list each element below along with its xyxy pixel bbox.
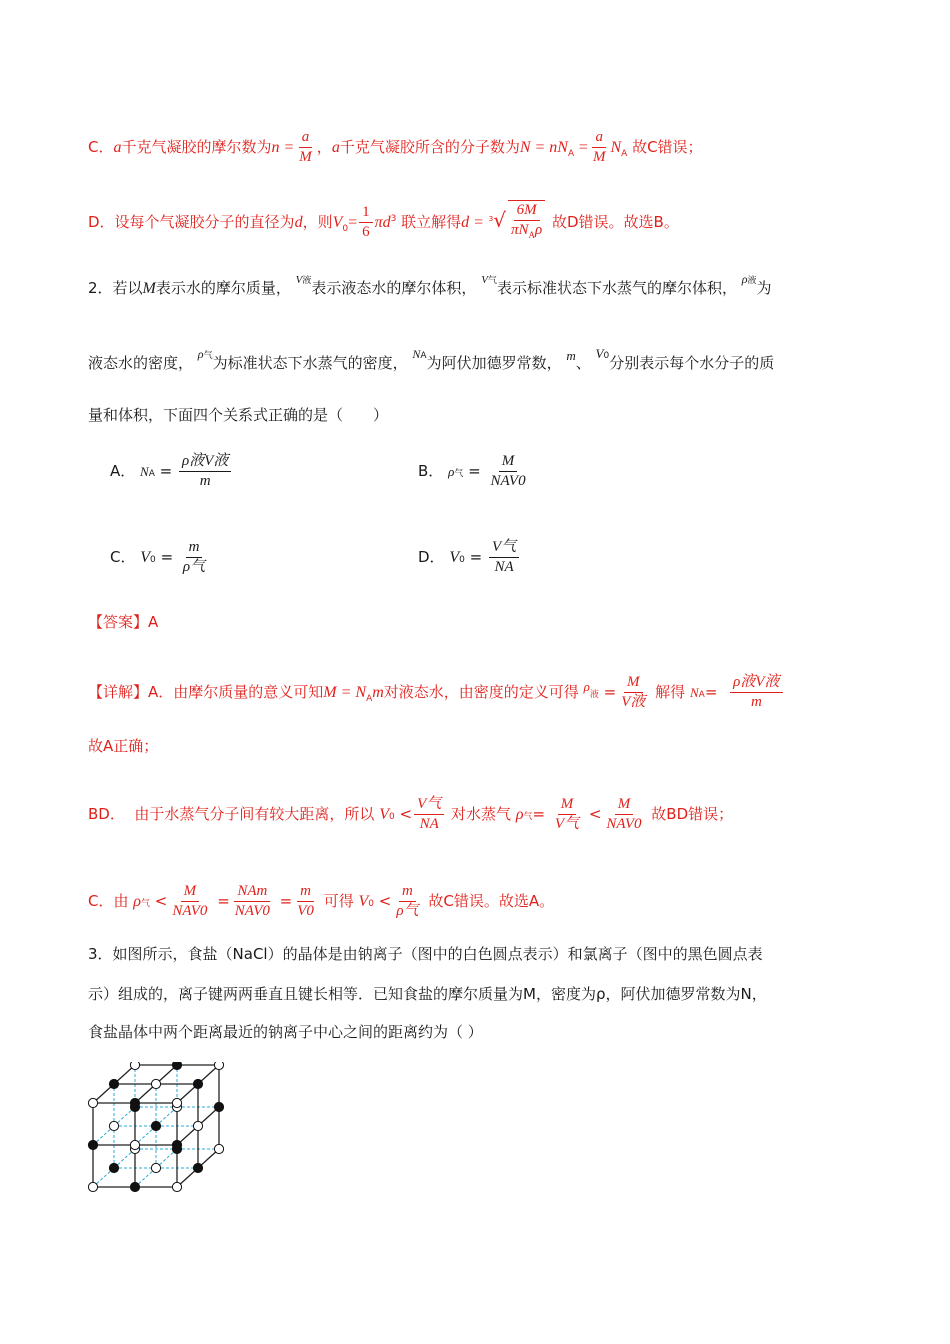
denominator: NAV0 (234, 903, 270, 919)
subscript: 0 (388, 812, 395, 822)
equals: = (704, 683, 718, 701)
NA-symbol (412, 344, 426, 362)
fraction-a-over-m-2 (590, 128, 609, 167)
equals: = (348, 214, 358, 231)
V-qi-symbol (481, 269, 497, 287)
text: 解得 (655, 683, 686, 701)
text: 为阿伏加德罗常数， (426, 354, 562, 372)
text: 故C错误； (632, 138, 703, 156)
q2-number: 2．若以 (88, 279, 143, 297)
subscript: 气 (454, 469, 464, 479)
less-than: < (154, 892, 168, 910)
denominator: ρ气 (182, 559, 206, 575)
rho-ye-symbol (742, 269, 757, 287)
numerator: V气 (414, 795, 444, 815)
less-than: < (378, 892, 392, 910)
text: 为 (756, 279, 772, 297)
denominator: ρ气 (396, 903, 419, 919)
text: 分别表示每个水分子的质 (609, 354, 775, 372)
equals: = (217, 892, 230, 910)
detail-heading: 【详解】A．由摩尔质量的意义可知 (88, 683, 324, 701)
chloride-ion (214, 1102, 223, 1111)
option-label: A． (110, 462, 136, 480)
numerator: ρ液V液 (730, 673, 782, 693)
equals: = (160, 548, 174, 566)
option-d[interactable] (418, 538, 521, 577)
var-V: V (595, 346, 604, 361)
text: 表示水的摩尔质量， (155, 279, 291, 297)
rho: ρ (583, 679, 590, 694)
equals: = (159, 462, 173, 480)
chloride-ion (109, 1079, 118, 1088)
option-c[interactable] (110, 538, 210, 577)
subscript: 气 (203, 351, 213, 361)
sodium-ion (151, 1079, 160, 1088)
detail-a (88, 673, 785, 712)
numerator: NAm (234, 882, 270, 902)
fraction-under-root (508, 200, 545, 245)
chloride-ion (172, 1140, 181, 1149)
rho: ρ (133, 893, 141, 910)
chloride-ion (130, 1098, 139, 1107)
fraction-a-over-m (296, 128, 315, 167)
text: 对液态水，由密度的定义可得 (383, 683, 579, 701)
denominator: NAV0 (606, 816, 642, 832)
chloride-ion (130, 1182, 139, 1191)
subscript: 0 (603, 351, 610, 361)
text: 液态水的密度， (88, 354, 194, 372)
denominator: NAV0 (172, 903, 208, 919)
option-label: D． (418, 548, 445, 566)
sodium-ion (88, 1182, 97, 1191)
fraction (180, 538, 208, 577)
equals: = (468, 462, 481, 480)
text: 3．如图所示，食盐（NaCl）的晶体是由钠离子（图中的白色圆点表示）和氯离子（图中的黑色圆点表 (88, 945, 763, 963)
rho: ρ (197, 347, 204, 361)
denominator: M (592, 149, 606, 165)
eq-M: M = N (323, 684, 367, 701)
subscript: A (420, 351, 427, 361)
q3-line-1 (88, 943, 763, 965)
rho: ρ (515, 806, 524, 823)
option-label: B． (418, 462, 444, 480)
subscript: 0 (368, 899, 374, 909)
subscript: A (148, 469, 155, 479)
denominator: M (299, 149, 312, 165)
fraction (618, 673, 648, 712)
text: 联立解得 (401, 213, 462, 231)
pi-d: πd (374, 214, 391, 231)
sodium-ion (214, 1062, 223, 1070)
option-a[interactable] (110, 452, 233, 491)
var-N: N (689, 685, 699, 700)
sodium-ion (193, 1121, 202, 1130)
denominator: 6 (362, 224, 370, 240)
detail-bd (88, 795, 733, 834)
q2-line-1 (88, 272, 772, 302)
sodium-ion (88, 1098, 97, 1107)
fraction (487, 452, 528, 491)
bd-label: BD． (88, 805, 125, 823)
subscript: 气 (140, 899, 150, 909)
V0-symbol (596, 344, 610, 362)
denominator: NAV0 (490, 473, 526, 489)
superscript-3: 3 (390, 214, 397, 224)
subscript: 液 (747, 276, 757, 286)
subscript: A (698, 690, 705, 700)
text: 由于水蒸气分子间有较大距离，所以 (134, 805, 375, 823)
equals: = (469, 548, 483, 566)
denominator (508, 221, 545, 245)
eq-n: n = (271, 139, 295, 156)
var-N: N (412, 347, 421, 361)
text: ，则 (302, 213, 333, 231)
answer (88, 611, 158, 633)
var-m: m (566, 348, 576, 363)
fraction-one-sixth (359, 203, 373, 242)
text: 对水蒸气 (451, 805, 512, 823)
var-V: V (379, 806, 389, 823)
subscript: 0 (459, 555, 465, 565)
fraction (179, 452, 231, 491)
text: 食盐晶体中两个距离最近的钠离子中心之间的距离约为（ ） (88, 1023, 483, 1041)
text: 表示标准状态下水蒸气的摩尔体积， (496, 279, 737, 297)
q3-line-3 (88, 1021, 483, 1043)
c-label: C． (88, 138, 114, 156)
eq-d: d = (461, 214, 484, 231)
text: 故BD错误； (651, 805, 734, 823)
denominator: V气 (554, 816, 580, 832)
chloride-ion (151, 1121, 160, 1130)
var-a: a (331, 139, 340, 156)
detail-c (88, 882, 554, 921)
chloride-ion (193, 1163, 202, 1172)
c-option-explanation (88, 128, 703, 167)
sodium-ion (172, 1182, 181, 1191)
sodium-ion (130, 1140, 139, 1149)
text: 量和体积，下面四个关系式正确的是（ ） (88, 406, 389, 424)
chloride-ion (109, 1163, 118, 1172)
text: 故A正确； (88, 737, 159, 755)
denominator: m (750, 694, 762, 710)
numerator: ρ液V液 (179, 452, 231, 472)
q2-line-2 (88, 346, 775, 377)
subscript: 液 (589, 690, 599, 700)
c-label: C．由 (88, 892, 129, 910)
fraction (489, 538, 519, 577)
numerator: m (297, 882, 314, 902)
fraction (294, 882, 317, 921)
numerator: V气 (489, 538, 519, 558)
detail-a-conclusion (88, 735, 158, 757)
subscript: 0 (150, 555, 156, 565)
chloride-ion (172, 1062, 181, 1070)
sodium-ion (214, 1144, 223, 1153)
denominator: NA (494, 559, 514, 575)
subscript-A: A (528, 230, 535, 240)
sodium-ion (151, 1163, 160, 1172)
d-option-explanation (88, 200, 679, 245)
denominator: V0 (297, 903, 314, 919)
root-index: 3 (488, 215, 494, 223)
fraction (414, 795, 444, 834)
option-b[interactable] (418, 452, 531, 491)
denominator: m (199, 473, 211, 489)
sodium-ion (130, 1062, 139, 1070)
fraction (232, 882, 273, 921)
nacl-crystal-lattice-figure (80, 1062, 240, 1202)
numerator: M (624, 673, 643, 693)
d-label: D．设每个气凝胶分子的直径为 (88, 213, 295, 231)
q2-line-3 (88, 404, 388, 426)
comma: ， (316, 138, 332, 156)
denominator: NA (419, 816, 439, 832)
q3-line-2 (88, 983, 767, 1005)
pi-N: πN (510, 222, 529, 238)
numerator: 1 (359, 203, 373, 223)
V-ye-symbol (296, 269, 312, 287)
equals: = (578, 139, 588, 156)
rho: ρ (448, 464, 455, 479)
sodium-ion (109, 1121, 118, 1130)
rho: ρ (535, 222, 543, 238)
numerator: M (558, 795, 577, 815)
numerator: M (615, 795, 634, 815)
fraction (730, 673, 782, 712)
denominator: V液 (621, 694, 646, 710)
text: 表示液态水的摩尔体积， (311, 279, 477, 297)
text: 千克气凝胶的摩尔数为 (121, 138, 272, 156)
var-M: M (142, 280, 156, 297)
rho-qi-symbol (198, 344, 213, 362)
fraction (603, 795, 644, 834)
numerator: m (399, 882, 416, 902)
less-than: < (588, 805, 602, 823)
fraction (393, 882, 421, 921)
rho: ρ (741, 272, 748, 286)
sodium-ion (172, 1098, 181, 1107)
option-label: C． (110, 548, 136, 566)
text: 可得 (323, 892, 354, 910)
var-V: V (295, 274, 303, 286)
answer-label: 【答案】A (88, 613, 159, 631)
var-m: m (372, 684, 384, 701)
var-V: V (358, 893, 369, 910)
equals: = (603, 683, 617, 701)
var-a: a (113, 139, 122, 156)
text: 为标准状态下水蒸气的密度， (212, 354, 408, 372)
var-N: N (610, 139, 622, 156)
subscript: 气 (487, 276, 497, 286)
numerator: m (186, 538, 203, 558)
subscript: 液 (302, 276, 312, 286)
chloride-ion (193, 1079, 202, 1088)
subscript-A: A (567, 149, 575, 159)
var-N: N (140, 464, 149, 479)
eq-N: N = nN (519, 139, 568, 156)
subscript-0: 0 (342, 224, 349, 234)
equals: = (279, 892, 293, 910)
numerator: M (499, 452, 518, 472)
text: 故D错误。故选B。 (551, 213, 679, 231)
fraction (552, 795, 582, 834)
numerator: 6M (514, 201, 540, 221)
subscript-A: A (621, 149, 628, 159)
less-than: < (399, 805, 413, 823)
chloride-ion (88, 1140, 97, 1149)
fraction (169, 882, 210, 921)
text: 千克气凝胶所含的分子数为 (339, 138, 520, 156)
var-V: V (140, 549, 151, 566)
separator: 、 (575, 354, 591, 372)
radical-icon: √ (493, 208, 506, 232)
numerator: a (299, 128, 313, 148)
var-V: V (449, 549, 460, 566)
equals: = (532, 805, 546, 823)
numerator: a (592, 128, 606, 148)
var-d: d (294, 214, 303, 231)
var-V: V (481, 274, 488, 286)
subscript: 气 (523, 812, 533, 822)
var-V: V (332, 214, 343, 231)
subscript-A: A (366, 694, 373, 704)
text: 故C错误。故选A。 (428, 892, 555, 910)
text: 示）组成的，离子键两两垂直且键长相等．已知食盐的摩尔质量为M，密度为ρ，阿伏加德罗常数为N， (88, 985, 767, 1003)
numerator: M (181, 882, 200, 902)
